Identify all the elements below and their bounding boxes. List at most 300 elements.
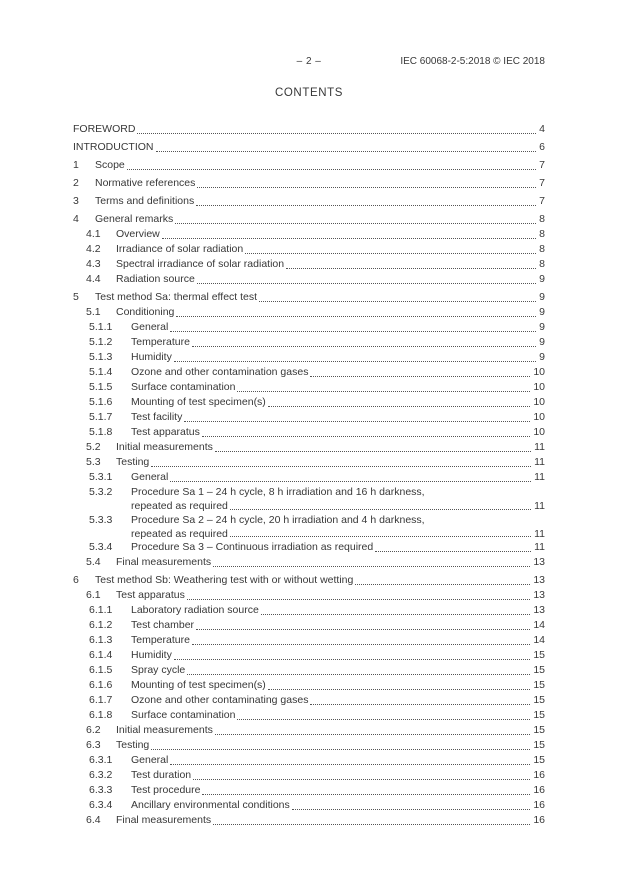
toc-entry-number: 5.1: [86, 306, 101, 318]
toc-entry-number: 5.1.4: [89, 366, 113, 378]
toc-entry-title: Testing: [116, 456, 150, 468]
toc-entry-line: [116, 257, 545, 272]
toc-entry-line: [116, 738, 545, 753]
toc-entry-body: [116, 440, 545, 455]
toc-entry-title: Laboratory radiation source: [131, 604, 259, 616]
toc-entry-body: [95, 573, 545, 588]
toc-entry-line: [131, 425, 545, 440]
toc-entry-body: [131, 320, 545, 335]
toc-entry: [73, 158, 545, 173]
toc-entry-page: 15: [533, 649, 545, 661]
toc-entry: [73, 455, 545, 470]
toc-entry: [73, 425, 545, 440]
toc-entry-line: [95, 194, 545, 209]
toc-entry-line: [116, 440, 545, 455]
toc-entry-title: Mounting of test specimen(s): [131, 396, 266, 408]
toc-entry: [73, 335, 545, 350]
toc-entry-number: 4.4: [86, 273, 101, 285]
toc-entry-number: 5.4: [86, 556, 101, 568]
toc-entry-page: 11: [534, 500, 545, 512]
toc-entry-title: Test method Sb: Weathering test with or without wetting: [95, 574, 354, 586]
toc-entry-body: [95, 176, 545, 191]
toc-entry-title: General: [131, 321, 169, 333]
toc-entry-number: 5.3.3: [89, 513, 113, 526]
toc-entry-line: [116, 455, 545, 470]
toc-entry-body: [116, 227, 545, 242]
toc-entry-body: [116, 813, 545, 828]
dot-leader: [355, 584, 530, 585]
toc-entry: [73, 738, 545, 753]
toc-entry-title: Test facility: [131, 411, 183, 423]
page-number-marker: – 2 –: [296, 56, 322, 67]
dot-leader: [174, 361, 536, 362]
toc-entry: [73, 380, 545, 395]
toc-entry: [73, 212, 545, 227]
toc-entry: [73, 648, 545, 663]
dot-leader: [170, 764, 530, 765]
toc-entry-body: [131, 603, 545, 618]
toc-entry-page: 15: [533, 694, 545, 706]
toc-entry-page: 8: [539, 243, 545, 255]
toc-entry-body: [131, 380, 545, 395]
toc-entry-number: 4.2: [86, 243, 101, 255]
toc-entry-title: General: [131, 754, 169, 766]
toc-entry: [73, 290, 545, 305]
dot-leader: [187, 599, 530, 600]
toc-entry-title: Scope: [95, 159, 125, 171]
toc-entry-body: [131, 513, 545, 541]
toc-entry-title: Humidity: [131, 351, 172, 363]
toc-entry-title: Mounting of test specimen(s): [131, 679, 266, 691]
toc-entry-number: 6.1.2: [89, 619, 113, 631]
toc-entry-title-continued: repeated as required: [131, 527, 228, 540]
toc-entry-number: 6.1: [86, 589, 101, 601]
toc-entry-page: 13: [533, 604, 545, 616]
toc-entry-number: 1: [73, 159, 79, 171]
dot-leader: [268, 689, 531, 690]
toc-entry-page: 9: [539, 273, 545, 285]
toc-entry-number: 5.1.7: [89, 411, 113, 423]
toc-entry-line: [131, 798, 545, 813]
dot-leader: [193, 779, 530, 780]
toc-entry-line: [73, 122, 545, 137]
toc-entry-title: Testing: [116, 739, 150, 751]
toc-entry-number: 5: [73, 291, 79, 303]
toc-entry-line: [131, 540, 545, 555]
dot-leader: [192, 346, 536, 347]
toc-entry-line: [116, 227, 545, 242]
dot-leader: [202, 794, 530, 795]
dot-leader: [213, 566, 530, 567]
toc-entry: [73, 257, 545, 272]
toc-entry: [73, 227, 545, 242]
toc-entry-page: 9: [539, 306, 545, 318]
toc-entry-line: [116, 305, 545, 320]
toc-entry-page: 16: [533, 799, 545, 811]
dot-leader: [175, 223, 536, 224]
toc-entry: [73, 320, 545, 335]
dot-leader: [127, 169, 536, 170]
toc-entry-line: [131, 380, 545, 395]
dot-leader: [215, 451, 531, 452]
toc-entry-line: [131, 365, 545, 380]
toc-entry: [73, 783, 545, 798]
toc-entry-page: 6: [539, 141, 545, 153]
toc-entry-line: [95, 212, 545, 227]
toc-entry-line: [131, 783, 545, 798]
dot-leader: [213, 824, 530, 825]
toc-entry-title: Test method Sa: thermal effect test: [95, 291, 258, 303]
toc-entry-body: [95, 212, 545, 227]
toc-entry: [73, 365, 545, 380]
toc-entry-body: [116, 272, 545, 287]
toc-entry-page: 14: [533, 634, 545, 646]
toc-entry-page: 15: [533, 739, 545, 751]
toc-entry-page: 9: [539, 321, 545, 333]
toc-entry-title: Final measurements: [116, 556, 212, 568]
dot-leader: [310, 376, 530, 377]
toc-entry-number: 5.1.3: [89, 351, 113, 363]
toc-entry-line-continued: [131, 500, 545, 513]
toc-entry-title: Radiation source: [116, 273, 195, 285]
toc-entry-title: Conditioning: [116, 306, 175, 318]
toc-entry-body: [131, 678, 545, 693]
toc-entry-page: 10: [533, 426, 545, 438]
toc-entry-title: Test apparatus: [116, 589, 185, 601]
toc-entry-page: 7: [539, 159, 545, 171]
toc-entry-line: [95, 290, 545, 305]
toc-entry-line: [116, 723, 545, 738]
toc-entry-line: [95, 158, 545, 173]
toc-entry-page: 7: [539, 195, 545, 207]
toc-entry: [73, 708, 545, 723]
contents-heading: CONTENTS: [274, 87, 344, 99]
toc-entry-page: 11: [534, 541, 545, 553]
toc-entry-title: Procedure Sa 3 – Continuous irradiation as required: [131, 541, 374, 553]
toc-entry: [73, 350, 545, 365]
toc-entry-line: [95, 573, 545, 588]
toc-entry: [73, 513, 545, 541]
toc-entry: [73, 140, 545, 155]
dot-leader: [230, 536, 531, 537]
toc-entry-page: 8: [539, 228, 545, 240]
toc-entry-page: 13: [533, 589, 545, 601]
toc-entry: [73, 410, 545, 425]
toc-entry-title: General: [131, 471, 169, 483]
toc-entry-title: Procedure Sa 2 – 24 h cycle, 20 h irradiation and 4 h darkness,: [131, 513, 425, 526]
toc-entry-page: 7: [539, 177, 545, 189]
toc-entry-body: [131, 410, 545, 425]
toc-entry-line: [116, 242, 545, 257]
toc-entry-number: 6.1.1: [89, 604, 113, 616]
toc-entry-body: [131, 798, 545, 813]
toc-entry-line: [131, 395, 545, 410]
toc-entry-body: [131, 633, 545, 648]
toc-entry-number: 5.3: [86, 456, 101, 468]
toc-entry-line: [131, 470, 545, 485]
toc-entry-number: 5.1.6: [89, 396, 113, 408]
toc-entry: [73, 723, 545, 738]
toc-entry-number: 6.3.3: [89, 784, 113, 796]
toc-entry-number: 6: [73, 574, 79, 586]
dot-leader: [156, 151, 537, 152]
toc-entry: [73, 633, 545, 648]
toc-entry-number: 6.1.7: [89, 694, 113, 706]
toc-entry: [73, 555, 545, 570]
toc-entry-page: 8: [539, 258, 545, 270]
toc-entry-body: [131, 365, 545, 380]
toc-entry-page: 15: [533, 679, 545, 691]
dot-leader: [197, 187, 536, 188]
toc-entry-title: Procedure Sa 1 – 24 h cycle, 8 h irradiation and 16 h darkness,: [131, 486, 425, 498]
toc-entry-number: 6.1.3: [89, 634, 113, 646]
toc-entry-page: 16: [533, 784, 545, 796]
toc-entry-body: [95, 194, 545, 209]
toc-entry-title: Spray cycle: [131, 664, 186, 676]
toc-entry: [73, 485, 545, 513]
toc-entry-body: [131, 693, 545, 708]
toc-entry-body: [131, 618, 545, 633]
toc-entry-title: FOREWORD: [73, 123, 136, 135]
toc-entry-number: 6.3.1: [89, 754, 113, 766]
toc-entry-page: 9: [539, 336, 545, 348]
toc-entry-title: Terms and definitions: [95, 195, 195, 207]
toc-entry-number: 6.3: [86, 739, 101, 751]
toc-entry-line: [95, 176, 545, 191]
toc-entry-line: [131, 633, 545, 648]
toc-entry-number: 6.3.4: [89, 799, 113, 811]
toc-entry: [73, 663, 545, 678]
dot-leader: [196, 629, 530, 630]
toc-entry: [73, 588, 545, 603]
toc-entry-number: 5.1.5: [89, 381, 113, 393]
toc-entry-line: [131, 678, 545, 693]
toc-entry-page: 10: [533, 366, 545, 378]
toc-entry-page: 15: [533, 709, 545, 721]
toc-entry-page: 11: [534, 527, 545, 540]
toc-entry: [73, 678, 545, 693]
toc-entry-number: 5.3.4: [89, 541, 113, 553]
toc-entry-body: [131, 350, 545, 365]
toc-entry-line: [131, 320, 545, 335]
toc-entry: [73, 540, 545, 555]
toc-entry: [73, 395, 545, 410]
toc-entry-body: [131, 425, 545, 440]
toc-entry-line: [116, 813, 545, 828]
toc-entry-title: Surface contamination: [131, 381, 236, 393]
toc-entry-line: [131, 410, 545, 425]
toc-entry-title: Spectral irradiance of solar radiation: [116, 258, 285, 270]
toc-entry-body: [116, 555, 545, 570]
dot-leader: [375, 551, 531, 552]
dot-leader: [176, 316, 536, 317]
toc-entry-title: General remarks: [95, 213, 174, 225]
toc-entry-number: 6.4: [86, 814, 101, 826]
toc-entry-title: Normative references: [95, 177, 196, 189]
toc-entry: [73, 440, 545, 455]
toc-entry-body: [131, 395, 545, 410]
toc-entry-line: [131, 485, 545, 500]
dot-leader: [245, 253, 536, 254]
toc-entry-number: 5.1.2: [89, 336, 113, 348]
toc-entry-page: 15: [533, 664, 545, 676]
toc-entry-line: [131, 663, 545, 678]
toc-entry-body: [116, 588, 545, 603]
toc-entry-body: [131, 708, 545, 723]
toc-entry-line: [131, 648, 545, 663]
toc-entry-line: [131, 768, 545, 783]
toc-entry-title-continued: repeated as required: [131, 500, 228, 512]
toc-entry-page: 10: [533, 381, 545, 393]
toc-entry-line: [131, 753, 545, 768]
toc-entry-title: Test chamber: [131, 619, 195, 631]
toc-entry-page: 13: [533, 574, 545, 586]
toc-entry-title: Test apparatus: [131, 426, 200, 438]
toc-entry-number: 6.1.6: [89, 679, 113, 691]
toc-entry-line: [131, 603, 545, 618]
toc-entry-number: 4: [73, 213, 79, 225]
toc-list: [73, 119, 545, 828]
toc-entry-line: [131, 618, 545, 633]
toc-entry-page: 8: [539, 213, 545, 225]
dot-leader: [184, 421, 530, 422]
document-reference: IEC 60068-2-5:2018 © IEC 2018: [400, 56, 545, 67]
toc-entry: [73, 305, 545, 320]
toc-entry-page: 16: [533, 769, 545, 781]
toc-entry-body: [95, 158, 545, 173]
toc-entry: [73, 194, 545, 209]
toc-entry-number: 5.3.2: [89, 486, 113, 498]
toc-entry-page: 11: [534, 441, 545, 453]
toc-entry-title: Ozone and other contamination gases: [131, 366, 309, 378]
toc-entry-page: 14: [533, 619, 545, 631]
toc-entry-line: [116, 272, 545, 287]
dot-leader: [151, 466, 531, 467]
toc-entry-title: Test duration: [131, 769, 192, 781]
dot-leader: [230, 509, 531, 510]
toc-entry-title: Overview: [116, 228, 160, 240]
toc-entry-number: 6.3.2: [89, 769, 113, 781]
toc-entry: [73, 798, 545, 813]
toc-entry-body: [131, 335, 545, 350]
toc-entry-page: 13: [533, 556, 545, 568]
toc-entry-number: 6.1.8: [89, 709, 113, 721]
dot-leader: [259, 301, 536, 302]
toc-entry-line: [131, 350, 545, 365]
toc-entry: [73, 603, 545, 618]
toc-entry-page: 9: [539, 351, 545, 363]
toc-entry-title: Initial measurements: [116, 441, 213, 453]
toc-entry: [73, 618, 545, 633]
toc-entry-page: 4: [539, 123, 545, 135]
toc-entry-page: 9: [539, 291, 545, 303]
toc-entry-number: 5.3.1: [89, 471, 113, 483]
toc-entry-title: Humidity: [131, 649, 172, 661]
toc-entry-number: 5.1.8: [89, 426, 113, 438]
toc-entry-number: 5.1.1: [89, 321, 113, 333]
toc-entry-page: 10: [533, 396, 545, 408]
dot-leader: [215, 734, 530, 735]
dot-leader: [268, 406, 531, 407]
dot-leader: [237, 719, 530, 720]
toc-entry-line-continued: [131, 528, 545, 541]
toc-entry-line: [116, 588, 545, 603]
toc-entry-title: Temperature: [131, 336, 190, 348]
toc-entry-body: [131, 648, 545, 663]
toc-entry-number: 6.1.5: [89, 664, 113, 676]
toc-entry-number: 3: [73, 195, 79, 207]
toc-entry-body: [73, 140, 545, 155]
toc-entry-title: INTRODUCTION: [73, 141, 154, 153]
toc-entry: [73, 813, 545, 828]
toc-entry: [73, 573, 545, 588]
toc-entry-line: [73, 140, 545, 155]
dot-leader: [151, 749, 530, 750]
toc-entry-title: Surface contamination: [131, 709, 236, 721]
toc-entry-title: Ozone and other contaminating gases: [131, 694, 309, 706]
toc-entry: [73, 693, 545, 708]
toc-entry-body: [116, 242, 545, 257]
toc-entry: [73, 242, 545, 257]
toc-entry-line: [116, 555, 545, 570]
toc-entry-line: [131, 693, 545, 708]
toc-entry-number: 6.2: [86, 724, 101, 736]
toc-entry-page: 15: [533, 724, 545, 736]
dot-leader: [202, 436, 530, 437]
toc-entry-body: [116, 723, 545, 738]
toc-entry-number: 6.1.4: [89, 649, 113, 661]
dot-leader: [162, 238, 536, 239]
dot-leader: [197, 283, 536, 284]
toc-entry-title: Temperature: [131, 634, 190, 646]
toc-entry-body: [131, 663, 545, 678]
toc-entry-body: [116, 305, 545, 320]
toc-entry-page: 16: [533, 814, 545, 826]
toc-entry-body: [131, 768, 545, 783]
toc-entry-body: [131, 783, 545, 798]
dot-leader: [192, 644, 530, 645]
toc-entry-number: 2: [73, 177, 79, 189]
dot-leader: [196, 205, 536, 206]
toc-entry-body: [131, 470, 545, 485]
dot-leader: [237, 391, 530, 392]
toc-entry-body: [116, 257, 545, 272]
dot-leader: [137, 133, 536, 134]
toc-entry-title: Initial measurements: [116, 724, 213, 736]
dot-leader: [261, 614, 530, 615]
toc-entry-line: [131, 513, 545, 528]
toc-entry-page: 11: [534, 456, 545, 468]
toc-entry-number: 4.1: [86, 228, 101, 240]
toc-entry-line: [131, 335, 545, 350]
dot-leader: [187, 674, 530, 675]
dot-leader: [174, 659, 530, 660]
toc-entry-number: 4.3: [86, 258, 101, 270]
toc-entry-title: Test procedure: [131, 784, 201, 796]
toc-entry-title: Final measurements: [116, 814, 212, 826]
toc-entry-body: [131, 753, 545, 768]
toc-entry: [73, 176, 545, 191]
toc-entry: [73, 272, 545, 287]
toc-entry-page: 10: [533, 411, 545, 423]
page-header: [73, 56, 545, 70]
toc-entry-body: [116, 738, 545, 753]
toc-entry-page: 15: [533, 754, 545, 766]
toc-entry-page: 11: [534, 471, 545, 483]
dot-leader: [286, 268, 536, 269]
dot-leader: [292, 809, 531, 810]
toc-entry: [73, 753, 545, 768]
